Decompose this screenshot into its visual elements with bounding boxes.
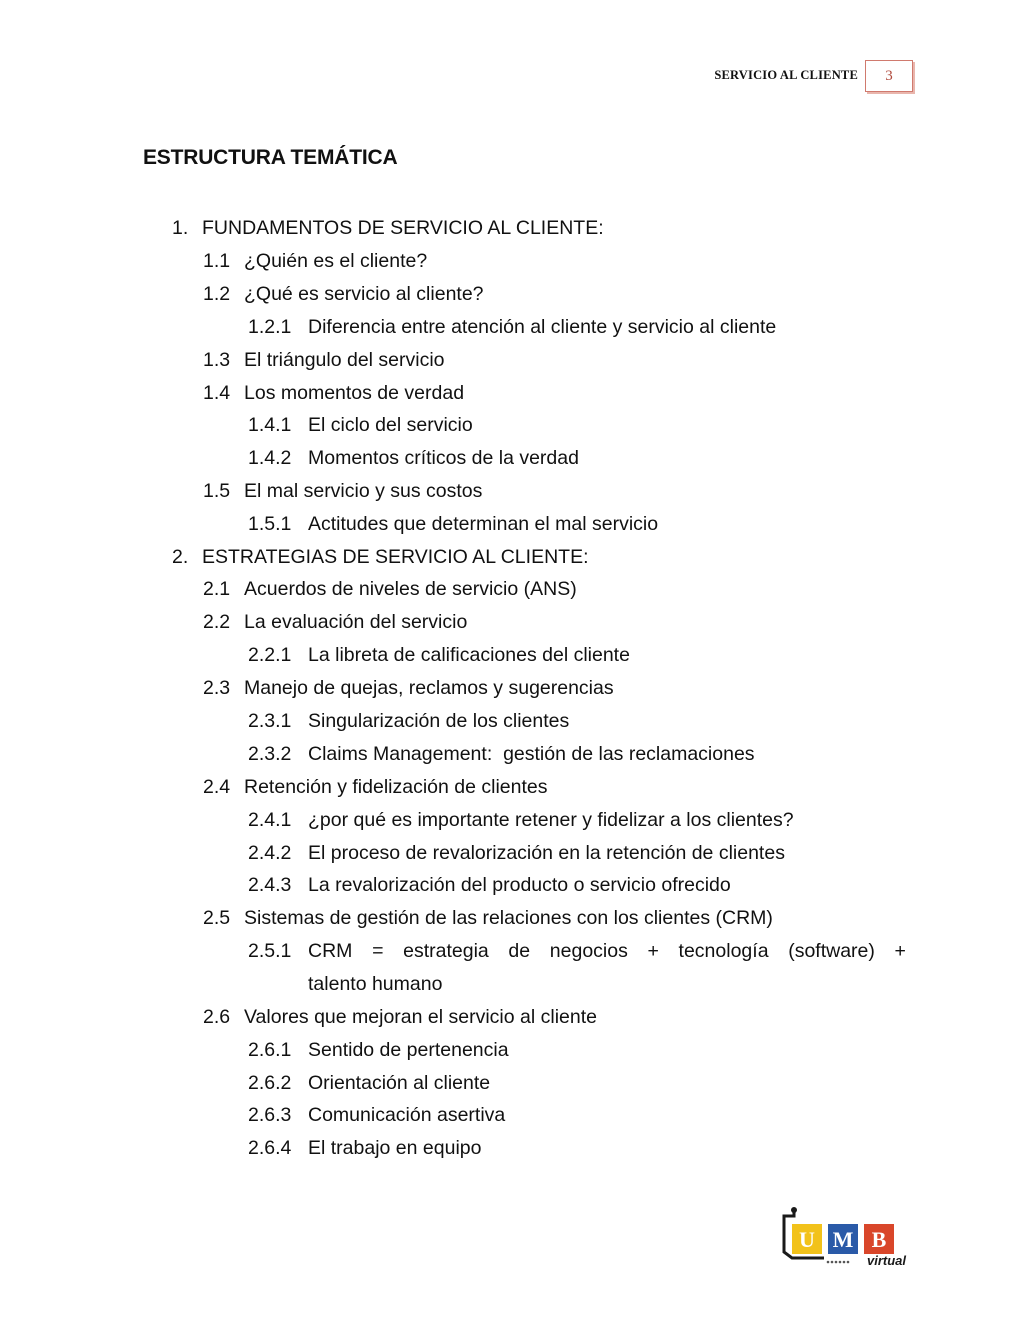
toc-item-word: de <box>508 940 531 962</box>
toc-item-text: ESTRATEGIAS DE SERVICIO AL CLIENTE: <box>202 546 589 568</box>
toc-item-number: 1.2.1 <box>248 316 292 338</box>
logo-subtitle: virtual <box>866 1253 906 1268</box>
toc-item <box>203 1004 597 1030</box>
toc-item <box>203 576 577 602</box>
toc-item <box>248 1070 490 1096</box>
toc-item <box>248 872 731 898</box>
toc-item <box>248 840 785 866</box>
toc-item <box>248 314 776 340</box>
toc-item <box>172 215 604 241</box>
toc-item <box>248 511 658 537</box>
toc-item-word: + <box>894 940 906 962</box>
toc-item-number: 2.4.3 <box>248 874 292 896</box>
logo-letter-u: U <box>799 1227 815 1252</box>
toc-item-number: 2.6.4 <box>248 1137 292 1159</box>
toc-item-number: 1.4 <box>203 382 231 404</box>
toc-item-number: 1.5 <box>203 480 231 502</box>
toc-item <box>203 905 773 931</box>
toc-item-continuation: talento humano <box>308 973 443 995</box>
toc-item-word: (software) <box>788 940 875 962</box>
toc-item-text: Diferencia entre atención al cliente y servicio al cliente <box>308 316 777 338</box>
toc-item-text: Comunicación asertiva <box>308 1104 506 1126</box>
section-title: ESTRUCTURA TEMÁTICA <box>143 146 398 169</box>
toc-item-number: 1.5.1 <box>248 513 292 535</box>
toc-item-text: El proceso de revalorización en la retención de clientes <box>308 842 785 864</box>
toc-item-text: Momentos críticos de la verdad <box>308 447 579 469</box>
toc-item-text: La libreta de calificaciones del cliente <box>308 644 630 666</box>
toc-item-number: 1.4.1 <box>248 414 292 436</box>
toc-item <box>203 380 464 406</box>
toc-item <box>203 774 548 800</box>
toc-item-text: Manejo de quejas, reclamos y sugerencias <box>244 677 614 699</box>
toc-item-number: 2.6.1 <box>248 1039 292 1061</box>
toc-item-number: 1.4.2 <box>248 447 292 469</box>
toc-item-text: La revalorización del producto o servicio ofrecido <box>308 874 731 896</box>
toc-item-text: FUNDAMENTOS DE SERVICIO AL CLIENTE: <box>202 217 604 239</box>
toc-item-number: 2. <box>172 546 189 568</box>
toc-item-text: Los momentos de verdad <box>244 382 465 404</box>
toc-item-text: Claims Management: gestión de las reclamaciones <box>308 743 755 765</box>
toc-item <box>172 544 589 570</box>
toc-item <box>248 938 308 964</box>
toc-item-number: 2.6 <box>203 1006 231 1028</box>
page-number-box: 3 <box>865 60 913 92</box>
toc-item-word: + <box>647 940 659 962</box>
toc-item-text: Valores que mejoran el servicio al cliente <box>244 1006 597 1028</box>
toc-item-number: 2.3 <box>203 677 231 699</box>
toc-item <box>248 1135 481 1161</box>
toc-item-text: ¿Quién es el cliente? <box>244 250 428 272</box>
toc-item-text: Actitudes que determinan el mal servicio <box>308 513 659 535</box>
toc-item <box>203 281 484 307</box>
toc-item <box>248 445 579 471</box>
toc-item-text: El trabajo en equipo <box>308 1137 482 1159</box>
toc-item-text: El triángulo del servicio <box>244 349 445 371</box>
toc-item-number: 1. <box>172 217 189 239</box>
toc-item <box>248 412 473 438</box>
toc-item-word: tecnología <box>678 940 769 962</box>
toc-item-number: 2.3.1 <box>248 710 292 732</box>
toc-item <box>203 478 482 504</box>
toc-item-text: Orientación al cliente <box>308 1072 491 1094</box>
toc-item-number: 1.1 <box>203 250 231 272</box>
toc-item-text: Retención y fidelización de clientes <box>244 776 548 798</box>
toc-item-word: CRM <box>308 940 353 962</box>
toc-item-text: ¿Qué es servicio al cliente? <box>244 283 484 305</box>
toc-item-number: 2.4.2 <box>248 842 292 864</box>
toc-item-number: 1.2 <box>203 283 231 305</box>
logo-letter-b: B <box>871 1227 887 1252</box>
header-title: SERVICIO AL CLIENTE <box>714 68 858 82</box>
toc-item-number: 2.5.1 <box>248 940 292 962</box>
toc-item-number: 2.6.2 <box>248 1072 292 1094</box>
toc-item-text: Sentido de pertenencia <box>308 1039 509 1061</box>
toc-item-number: 2.4 <box>203 776 231 798</box>
toc-item-number: 2.5 <box>203 907 231 929</box>
toc-item <box>203 248 427 274</box>
toc-item <box>248 1037 509 1063</box>
toc-item-text: La evaluación del servicio <box>244 611 468 633</box>
toc-item-text: ¿por qué es importante retener y fidelizar a los clientes? <box>308 809 794 831</box>
toc-item <box>248 642 630 668</box>
toc-item-number: 2.2 <box>203 611 231 633</box>
toc-item-number: 2.2.1 <box>248 644 292 666</box>
toc-item-word: negocios <box>549 940 628 962</box>
toc-item <box>248 708 569 734</box>
toc-item-number: 2.6.3 <box>248 1104 292 1126</box>
toc-item-text: El ciclo del servicio <box>308 414 473 436</box>
toc-item-word: = <box>372 940 384 962</box>
toc-item <box>248 741 755 767</box>
toc-item <box>203 675 614 701</box>
umb-virtual-logo <box>780 1206 908 1268</box>
toc-item-text: Singularización de los clientes <box>308 710 570 732</box>
toc-item <box>248 1102 505 1128</box>
toc-item-text: Acuerdos de niveles de servicio (ANS) <box>244 578 577 600</box>
toc-item <box>248 807 794 833</box>
logo-letter-m: M <box>832 1227 854 1252</box>
toc-item-text: Sistemas de gestión de las relaciones con los clientes (CRM) <box>244 907 773 929</box>
toc-item-number: 1.3 <box>203 349 231 371</box>
toc-item-number: 2.4.1 <box>248 809 292 831</box>
toc-item-number: 2.3.2 <box>248 743 292 765</box>
toc-item-text: El mal servicio y sus costos <box>244 480 483 502</box>
toc-item <box>203 347 445 373</box>
toc-item-number: 2.1 <box>203 578 231 600</box>
toc-item-word: estrategia <box>403 940 489 962</box>
toc-item <box>203 609 467 635</box>
toc-item-text-justified <box>308 938 906 964</box>
